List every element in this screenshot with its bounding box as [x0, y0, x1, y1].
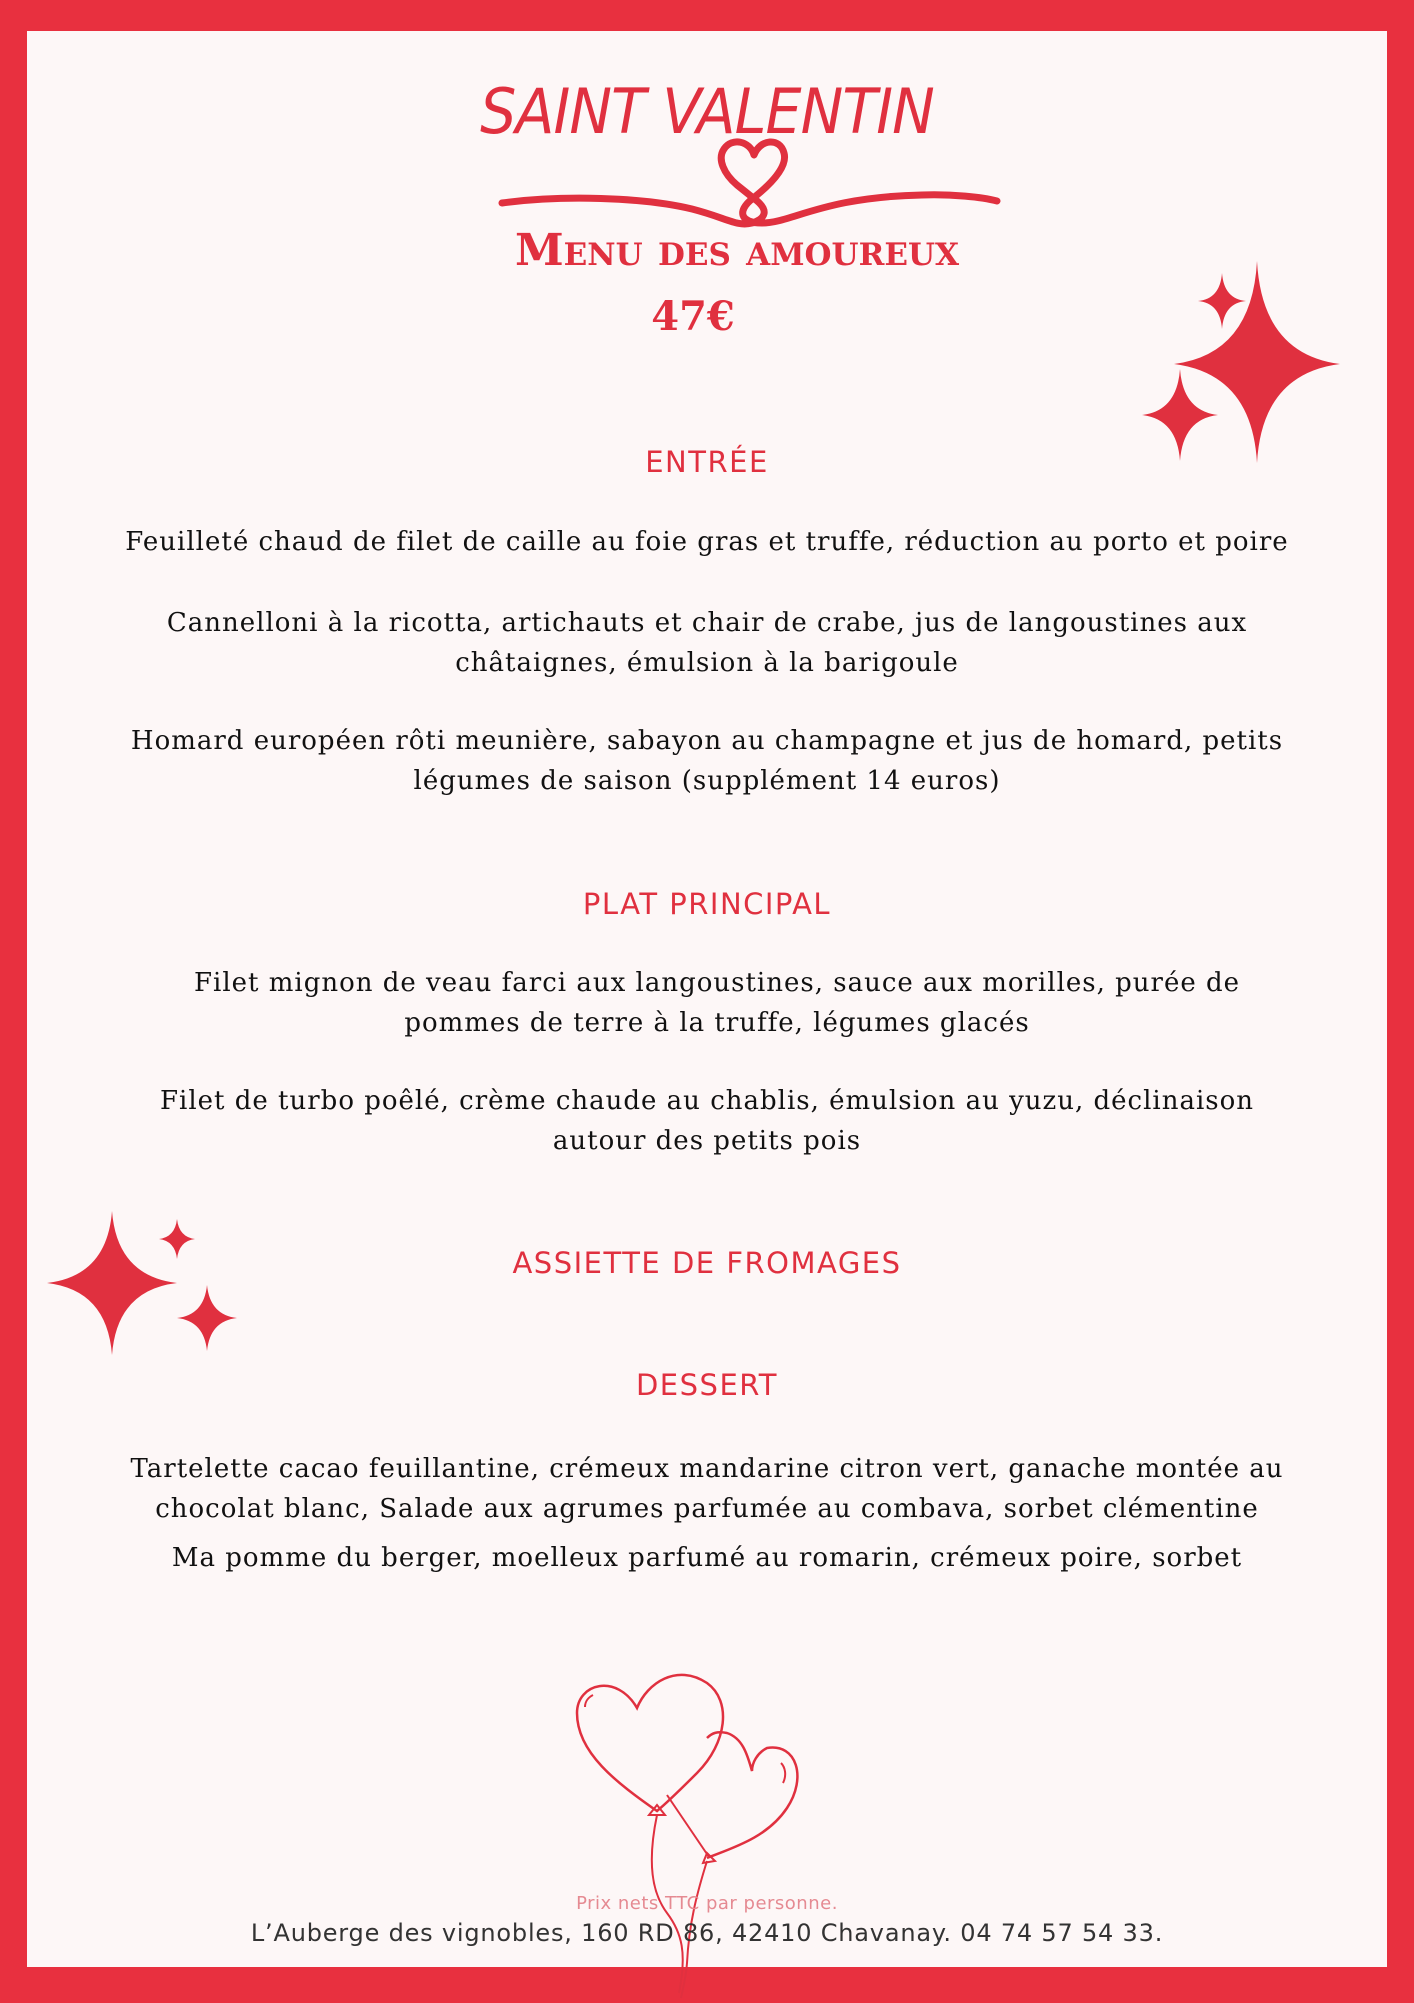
entree-item-3: Homard européen rôti meunière, sabayon au champagne et jus de homard, petits légumes de saison (supplément 14 euros) — [130, 726, 1284, 796]
section-heading-dessert: DESSERT — [635, 1368, 779, 1402]
dessert-item-1: Tartelette cacao feuillantine, crémeux mandarine citron vert, ganache montée au chocolat blanc, Salade aux agrumes parfumée au combava, sorbet clémentine — [130, 1454, 1284, 1524]
heart-balloons-icon — [557, 1663, 877, 2003]
price-note: Prix nets TTC par personne. — [576, 1893, 838, 1914]
menu-price: 47€ — [651, 293, 735, 340]
restaurant-address: L’Auberge des vignobles, 160 RD 86, 42410 Chavanay. 04 74 57 54 33. — [250, 1919, 1164, 1947]
entree-item-1: Feuilleté chaud de filet de caille au foie gras et truffe, réduction au porto et poire — [125, 527, 1289, 557]
section-heading-entree: ENTRÉE — [645, 445, 769, 479]
section-heading-fromages: ASSIETTE DE FROMAGES — [512, 1246, 902, 1280]
dessert-item-2: Ma pomme du berger, moelleux parfumé au romarin, crémeux poire, sorbet — [171, 1543, 1243, 1573]
plat-item-1: Filet mignon de veau farci aux langoustines, sauce aux morilles, purée de pommes de terre à la truffe, légumes glacés — [193, 968, 1241, 1038]
section-heading-plat: PLAT PRINCIPAL — [582, 887, 832, 921]
entree-item-2: Cannelloni à la ricotta, artichauts et chair de crabe, jus de langoustines aux châtaignes, émulsion à la barigoule — [166, 608, 1248, 678]
heart-ribbon-icon — [502, 119, 1002, 229]
menu-card — [27, 31, 1387, 1967]
plat-item-2: Filet de turbo poêlé, crème chaude au chablis, émulsion au yuzu, déclinaison autour des petits pois — [159, 1086, 1255, 1156]
page-title: SAINT VALENTIN — [480, 75, 934, 148]
menu-name: Menu des amoureux — [514, 225, 960, 276]
sparkle-icon — [1090, 231, 1410, 481]
